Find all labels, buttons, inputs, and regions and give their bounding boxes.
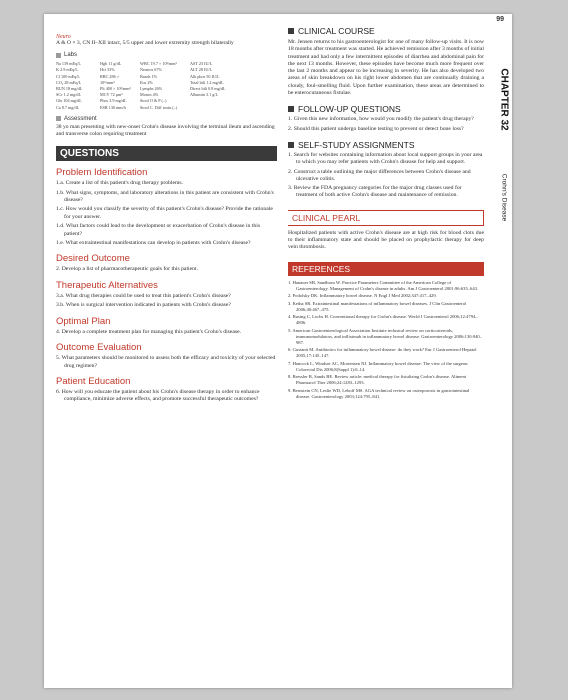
question-item: 3.b. When is surgical intervention indicated in patients with Crohn's disease? <box>56 302 231 309</box>
lab-value: K 2.9 mEq/L <box>56 67 78 73</box>
lab-value: ESR 130 mm/h <box>100 104 126 110</box>
question-item: 1.a. Create a list of this patient's drug therapy problems. <box>56 180 184 187</box>
question-section-title: Desired Outcome <box>56 253 130 265</box>
selfstudy-title: SELF-STUDY ASSIGNMENTS <box>298 139 415 150</box>
chapter-tab <box>496 34 512 234</box>
book-page <box>44 14 512 688</box>
followup-item: 2. Should this patient undergo baseline testing to prevent or detect bone loss? <box>288 125 464 132</box>
page-number: 99 <box>496 16 504 23</box>
clinical-course-text: Mr. Jensen returns to his gastroenterologist for one of many follow-up visits. It is now 18 months after treatment was started. He achieved remission after 3 months of initial treatment and had only a few intermittent episodes of diarrhea and abdominal pain for the next 13 months. However, these episodes have become much more frequent over the last 2 months and appear to be increasing in severity. He has also developed two areas of skin breakdown on his right lower abdomen that are continually draining a cloudy, foul-smelling fluid. Upon further examination, these areas are determined to be enterocutaneous fistulae. <box>288 39 484 97</box>
references-list <box>288 280 484 400</box>
question-item: 3.a. What drug therapies could be used to treat this patient's Crohn's disease? <box>56 292 231 299</box>
lab-value: Ca 8.7 mg/dL <box>56 104 80 110</box>
question-section-title: Optimal Plan <box>56 315 111 327</box>
followup-title: FOLLOW-UP QUESTIONS <box>298 104 401 115</box>
lab-value: Eos 2% <box>140 79 153 85</box>
selfstudy-item: 2. Construct a table outlining the major differences between Crohn's disease and ulcerative colitis. <box>288 168 471 182</box>
lab-value: Stool O & P (–) <box>140 98 167 104</box>
labs-title: Labs <box>64 52 78 59</box>
question-item: 6. How will you educate the patient about his Crohn's disease therapy in order to enhance compliance, minimize adverse effects, and promote successful therapeutic outcomes? <box>56 388 260 403</box>
question-section-title: Outcome Evaluation <box>56 342 142 354</box>
right-column <box>288 26 484 400</box>
lab-value: ALT 28 IU/L <box>190 67 213 73</box>
lab-value: Na 139 mEq/L <box>56 61 81 67</box>
lab-value: Alk phos 50 IU/L <box>190 73 220 79</box>
reference-item: 2. Podolsky DK. Inflammatory bowel disease. N Engl J Med 2002;347:417–429. <box>288 293 437 299</box>
question-item: 1.b. What signs, symptoms, and laboratory alterations in this patient are consistent with Crohn's disease? <box>56 189 274 204</box>
lab-value: Glu 104 mg/dL <box>56 98 82 104</box>
question-section-title: Therapeutic Alternatives <box>56 279 158 291</box>
lab-value: SCr 1.2 mg/dL <box>56 92 82 98</box>
lab-value: Phos 3.9 mg/dL <box>100 98 127 104</box>
clinical-course-heading <box>288 26 484 36</box>
lab-value: Stool C. Diff toxin (–) <box>140 104 178 110</box>
chapter-label: CHAPTER 32 <box>498 68 510 131</box>
lab-value: MCV 72 μm³ <box>100 92 123 98</box>
lab-value: Lymphs 26% <box>140 86 163 92</box>
chapter-topic: Crohn's Disease <box>500 173 508 222</box>
assessment-bullet-icon <box>56 116 61 121</box>
questions-header: QUESTIONS <box>56 146 277 161</box>
reference-item: 8. Bressler B, Sands BE. Review article: medical therapy for fistulizing Crohn's disease. Aliment Pharmacol Ther 2006;24:1283–1293. <box>288 374 467 386</box>
labs-bullet-icon <box>56 53 61 58</box>
references-header: REFERENCES <box>288 262 484 276</box>
lab-value: Bands 1% <box>140 73 158 79</box>
reference-item: 3. Ketha SR. Extraintestinal manifestations of inflammatory bowel diseases. J Clin Gastroenterol 2006;40:467–475. <box>288 300 467 312</box>
question-item: 1.c. How would you classify the severity of this patient's Crohn's disease? Provide the rationale for your answer. <box>56 206 273 220</box>
followup-heading <box>288 104 484 114</box>
lab-value: Plt 400 × 10³/mm³ <box>100 86 131 92</box>
lab-value: Monos 4% <box>140 92 159 98</box>
lab-value: Total bili 1.2 mg/dL <box>190 79 224 85</box>
selfstudy-item: 3. Review the FDA pregnancy categories for the major drug classes used for treatment of both active Crohn's disease and maintenance of remission. <box>288 185 462 199</box>
followup-list <box>288 116 484 133</box>
lab-value: CO₂ 28 mEq/L <box>56 79 82 85</box>
reference-item: 6. Gusianti M. Antibiotics for inflammatory bowel disease: do they work? Eur J Gastroenterol Hepatol 2005;17:145–147. <box>288 347 477 359</box>
question-item: 1.d. What factors could lead to the development or exacerbation of Crohn's disease in this patient? <box>56 223 261 237</box>
lab-value: AST 25 IU/L <box>190 61 213 67</box>
labs-heading <box>56 52 276 58</box>
reference-item: 1. Hanauer SB, Sandborn W. Practice Parameters Committee of the American College of Gastroenterology. Management of Crohn's disease in adults. Am J Gastroenterol 2001;96:635–643. <box>288 279 479 291</box>
reference-item: 5. American Gastroenterological Association Institute technical review on corticosteroids, immunomodulators, and infliximab in inflammatory bowel disease. Gastroenterology 2006;130:940–987. <box>288 327 483 345</box>
neuro-label: Neuro <box>56 34 71 40</box>
selfstudy-bullet-icon <box>288 142 294 148</box>
left-column <box>56 34 276 404</box>
lab-value: Direct bili 0.8 mg/dL <box>190 86 226 92</box>
assessment-heading <box>56 116 276 122</box>
reference-item: 4. Busing C, Lochs H. Conventional therapy for Crohn's disease. World J Gastroenterol 2006;12:4794–4806. <box>288 314 478 326</box>
clinical-course-title: CLINICAL COURSE <box>298 26 375 36</box>
followup-bullet-icon <box>288 106 294 112</box>
reference-item: 7. Hancock L, Windsor AC, Mortensen NJ. Inflammatory bowel disease: The view of the surgeon. Colorectal Dis 2006;8(Suppl 1):0–14. <box>288 360 469 372</box>
selfstudy-list <box>288 152 484 200</box>
lab-value: 10⁶/mm³ <box>100 79 115 85</box>
selfstudy-heading <box>288 140 484 150</box>
lab-value: WBC 19.7 × 10³/mm³ <box>140 61 177 67</box>
question-section-title: Patient Education <box>56 375 131 387</box>
question-item: 1.e. What extraintestinal manifestations can develop in patients with Crohn's disease? <box>56 240 251 247</box>
question-item: 2. Develop a list of pharmacotherapeutic goals for this patient. <box>56 266 198 273</box>
labs-table <box>56 61 276 111</box>
lab-value: BUN 18 mg/dL <box>56 86 83 92</box>
question-item: 5. What parameters should be monitored to assess both the efficacy and toxicity of your selected drug regimen? <box>56 355 276 369</box>
reference-item: 9. Bernstein CN, Leslie WD, Leboff MS. AGA technical review on osteoporosis in gastrointestinal disease. Gastroenterology 2003;124:795–841. <box>288 387 470 399</box>
lab-value: Cl 100 mEq/L <box>56 73 80 79</box>
clinical-pearl-text: Hospitalized patients with active Crohn's disease are at high risk for blood clots due to their inflammatory state and should be placed on prophylactic therapy for deep vein thrombosis. <box>288 229 484 251</box>
lab-value: Hgb 11 g/dL <box>100 61 122 67</box>
lab-value: Neutros 67% <box>140 67 162 73</box>
selfstudy-item: 1. Search for websites containing information about local support groups in your area to which you may refer patients with Crohn's disease for help and support. <box>288 151 483 166</box>
followup-item: 1. Given this new information, how would you modify the patient's drug therapy? <box>288 116 474 123</box>
neuro-text: A & O × 3, CN II–XII intact, 5/5 upper and lower extremity strength bilaterally <box>56 40 234 46</box>
question-section-title: Problem Identification <box>56 167 148 179</box>
lab-value <box>190 105 248 111</box>
clinical-pearl-header: CLINICAL PEARL <box>288 210 484 226</box>
lab-value: RBC 286 × <box>100 73 120 79</box>
question-sections <box>56 167 276 404</box>
clinical-course-bullet-icon <box>288 28 294 34</box>
lab-value: Albumin 3.1 g/L <box>190 92 219 98</box>
question-item: 4. Develop a complete treatment plan for managing this patient's Crohn's disease. <box>56 328 242 335</box>
assessment-text: 38 yo man presenting with new-onset Crohn's disease involving the terminal ileum and ascending and transverse colon requiring treatment <box>56 123 275 138</box>
assessment-title: Assessment <box>64 115 97 122</box>
lab-value: Hct 33% <box>100 67 115 73</box>
